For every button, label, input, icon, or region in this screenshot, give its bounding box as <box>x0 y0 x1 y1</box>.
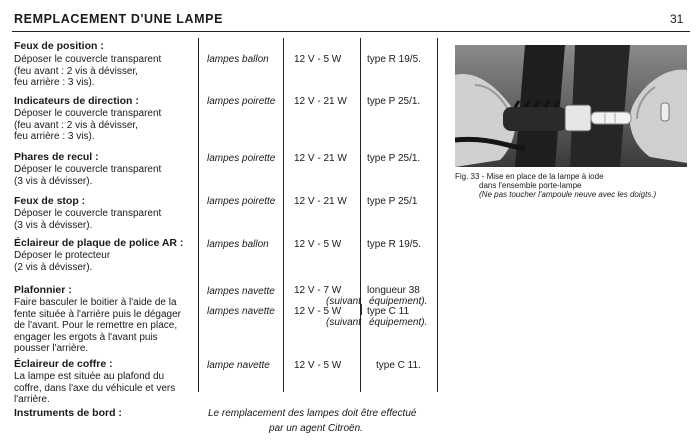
figure-caption: dans l'ensemble porte-lampe <box>479 181 582 190</box>
bracket-line <box>361 304 362 315</box>
list-item <box>14 95 161 143</box>
table-line-2 <box>283 38 284 392</box>
lamp-cell: lampes ballon <box>207 239 269 250</box>
type-cell: type P 25/1. <box>367 153 421 164</box>
figure-caption: (Ne pas toucher l'ampoule neuve avec les doigts.) <box>479 190 657 199</box>
item-title: Éclaireur de plaque de police AR : <box>14 237 184 249</box>
voltage-cell: 12 V - 5 W <box>294 306 342 317</box>
lamp-cell: lampes ballon <box>207 54 269 65</box>
item-text: Déposer le couvercle transparent <box>14 164 162 175</box>
type-cell: longueur 38 <box>367 285 420 296</box>
item-text: La lampe est située au plafond du <box>14 371 165 382</box>
item-text: (3 vis à dévisser). <box>14 219 93 231</box>
type-cell: type R 19/5. <box>367 239 421 250</box>
item-text: Déposer le protecteur <box>14 250 111 261</box>
item-text: Faire basculer le boitier à l'aide de la <box>14 297 177 308</box>
item-text: l'arrière. <box>14 394 50 405</box>
item-text: pousser l'arrière. <box>14 343 89 354</box>
item-text: feu arrière : 3 vis). <box>14 77 95 88</box>
item-title: Feux de position : <box>14 40 104 52</box>
item-text: (2 vis à dévisser). <box>14 261 93 273</box>
voltage-cell: 12 V - 5 W <box>294 54 342 65</box>
list-item <box>14 195 161 231</box>
header-divider <box>12 31 690 32</box>
item-title: Éclaireur de coffre : <box>14 358 113 370</box>
equipment-note: équipement). <box>369 296 428 307</box>
voltage-cell: 12 V - 5 W <box>294 239 342 250</box>
item-text: Déposer le couvercle transparent <box>14 108 162 119</box>
page-title: REMPLACEMENT D'UNE LAMPE <box>14 12 224 26</box>
item-text: fente située à l'arrière puis le dégager <box>14 308 182 320</box>
lamp-cell: lampes navette <box>207 306 275 317</box>
item-title: Phares de recul : <box>14 151 99 163</box>
figure-photo <box>455 45 687 167</box>
voltage-cell: 12 V - 7 W <box>294 285 342 296</box>
equipment-note: (suivant <box>326 296 362 307</box>
page-number: 31 <box>670 12 684 26</box>
list-item <box>14 237 183 273</box>
list-item <box>14 284 181 355</box>
list-item <box>14 40 161 89</box>
item-title: Plafonnier : <box>14 284 72 296</box>
lamp-cell: lampes poirette <box>207 196 276 207</box>
list-item <box>14 151 161 187</box>
item-text: (feu avant : 2 vis à dévisser, <box>14 119 138 131</box>
voltage-cell: 12 V - 5 W <box>294 360 342 371</box>
item-text: de l'avant. Pour le remettre en place, <box>14 320 178 331</box>
lamp-cell: lampe navette <box>207 360 270 371</box>
item-text: engager les ergots à l'avant puis <box>14 331 158 343</box>
voltage-cell: 12 V - 21 W <box>294 153 347 164</box>
type-cell: type R 19/5. <box>367 54 421 65</box>
item-text: Déposer le couvercle transparent <box>14 208 162 219</box>
table-line-1 <box>198 38 199 392</box>
equipment-note: (suivant <box>326 317 362 328</box>
item-text: coffre, dans l'axe du véhicule et vers <box>14 382 176 394</box>
lamp-cell: lampes poirette <box>207 96 276 107</box>
item-title: Indicateurs de direction : <box>14 95 139 107</box>
type-cell: type P 25/1. <box>367 96 421 107</box>
table-line-4 <box>437 38 438 392</box>
instruments-note: par un agent Citroën. <box>269 423 363 434</box>
item-text: feu arrière : 3 vis). <box>14 131 95 142</box>
equipment-note: équipement). <box>369 317 428 328</box>
figure-caption: Fig. 33 - Mise en place de la lampe à iode <box>455 172 604 181</box>
instruments-note: Le remplacement des lampes doit être effectué <box>208 408 417 419</box>
lamp-cell: lampes navette <box>207 286 275 297</box>
lamp-holder-illustration <box>455 45 687 167</box>
list-item <box>14 358 175 406</box>
item-text: Déposer le couvercle transparent <box>14 54 162 65</box>
item-text: (feu avant : 2 vis à dévisser, <box>14 65 138 77</box>
voltage-cell: 12 V - 21 W <box>294 196 347 207</box>
type-cell: type P 25/1 <box>367 196 418 207</box>
type-cell: type C 11 <box>367 306 410 317</box>
voltage-cell: 12 V - 21 W <box>294 96 347 107</box>
item-text: (3 vis à dévisser). <box>14 175 93 187</box>
table-line-3 <box>360 38 361 392</box>
item-title: Feux de stop : <box>14 195 86 207</box>
type-cell: type C 11. <box>376 360 421 371</box>
item-title: Instruments de bord : <box>14 407 122 419</box>
lamp-cell: lampes poirette <box>207 153 276 164</box>
